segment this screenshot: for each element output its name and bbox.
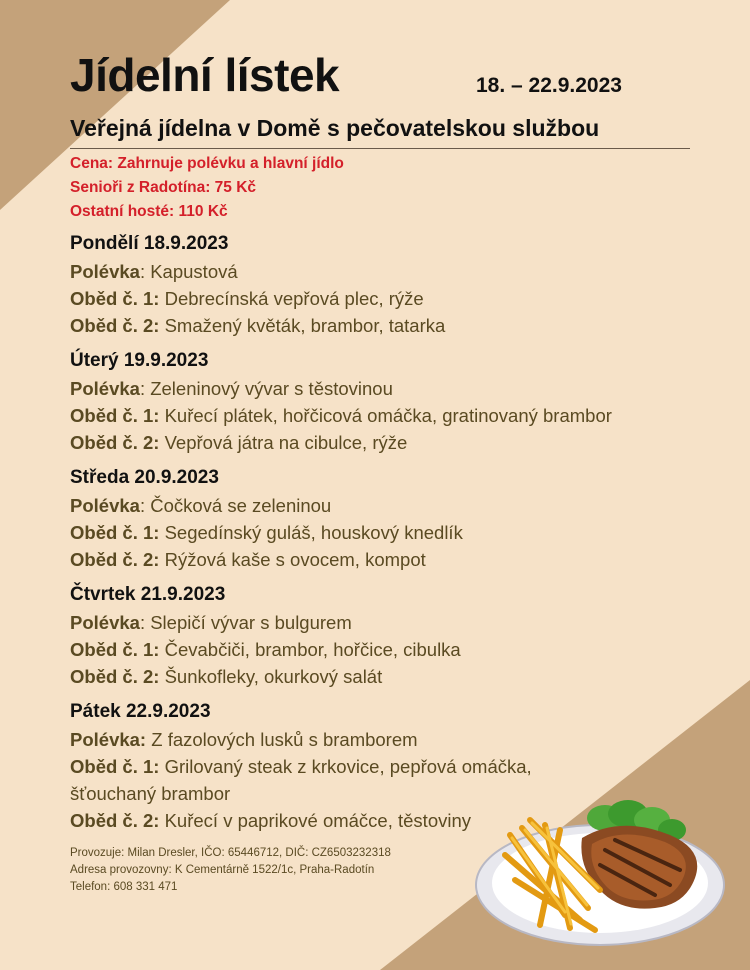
meal2-value: Rýžová kaše s ovocem, kompot [159,549,426,570]
meal1-value: Grilovaný steak z krkovice, pepřová omáčka, šťouchaný brambor [70,756,532,804]
day-heading: Středa 20.9.2023 [70,467,219,488]
soup-label: Polévka [70,495,140,516]
soup-label: Polévka: [70,729,147,750]
soup-line [70,258,690,285]
subtitle: Veřejná jídelna v Domě s pečovatelskou službou [70,115,600,141]
soup-value: Zeleninový vývar s těstovinou [150,378,393,399]
meal2-label: Oběd č. 2: [70,549,160,570]
day-tuesday [70,347,690,456]
soup-label: Polévka [70,378,140,399]
soup-separator: : [139,261,151,282]
soup-line [70,609,690,636]
date-range: 18. – 22.9.2023 [476,74,622,97]
meal2-label: Oběd č. 2: [70,315,160,336]
meal1-line [70,402,690,429]
meal1-label: Oběd č. 1: [70,756,160,777]
meal1-line [70,285,690,312]
plate-of-grilled-steak-with-fries-icon [470,790,730,950]
day-heading: Pátek 22.9.2023 [70,701,211,722]
address-line: Adresa provozovny: K Cementárně 1522/1c, Praha-Radotín [70,864,375,876]
price-seniors: Senioři z Radotína: 75 Kč [70,179,257,196]
soup-separator: : [139,495,151,516]
meal2-line [70,429,690,456]
meal1-value: Čevabčiči, brambor, hořčice, cibulka [159,639,461,660]
meal1-label: Oběd č. 1: [70,639,160,660]
meal2-value: Smažený květák, brambor, tatarka [159,315,446,336]
day-wednesday [70,464,690,573]
meal1-line [70,519,690,546]
soup-separator: : [139,378,151,399]
soup-line [70,375,690,402]
price-others: Ostatní hosté: 110 Kč [70,203,228,220]
soup-line [70,492,690,519]
soup-value: Slepičí vývar s bulgurem [150,612,352,633]
soup-value: Čočková se zeleninou [150,495,332,516]
soup-separator: : [139,612,151,633]
price-note: Cena: Zahrnuje polévku a hlavní jídlo [70,155,344,172]
operator-info [70,845,391,896]
meal2-label: Oběd č. 2: [70,432,160,453]
meal2-line [70,312,690,339]
soup-value: Z fazolových lusků s bramborem [151,729,418,750]
meal2-line [70,546,690,573]
phone-line: Telefon: 608 331 471 [70,881,178,893]
day-heading: Úterý 19.9.2023 [70,350,209,371]
meal1-value: Kuřecí plátek, hořčicová omáčka, gratinovaný brambor [159,405,612,426]
day-heading: Pondělí 18.9.2023 [70,233,229,254]
meal2-value: Vepřová játra na cibulce, rýže [159,432,408,453]
page-title: Jídelní lístek [70,49,340,101]
meal2-value: Šunkofleky, okurkový salát [159,666,383,687]
soup-line [70,726,690,753]
meal1-label: Oběd č. 1: [70,405,160,426]
meal2-value: Kuřecí v paprikové omáčce, těstoviny [159,810,472,831]
menu-days [70,230,690,842]
meal2-label: Oběd č. 2: [70,666,160,687]
meal2-label: Oběd č. 2: [70,810,160,831]
day-heading: Čtvrtek 21.9.2023 [70,584,226,605]
meal1-label: Oběd č. 1: [70,522,160,543]
day-monday [70,230,690,339]
meal1-value: Debrecínská vepřová plec, rýže [159,288,424,309]
meal2-line [70,663,690,690]
soup-label: Polévka [70,261,140,282]
price-info [70,152,344,224]
divider [70,148,690,149]
day-thursday [70,581,690,690]
meal1-label: Oběd č. 1: [70,288,160,309]
meal1-line [70,636,690,663]
soup-value: Kapustová [150,261,238,282]
soup-label: Polévka [70,612,140,633]
meal1-value: Segedínský guláš, houskový knedlík [159,522,463,543]
operator-line: Provozuje: Milan Dresler, IČO: 65446712, DIČ: CZ6503232318 [70,847,391,859]
